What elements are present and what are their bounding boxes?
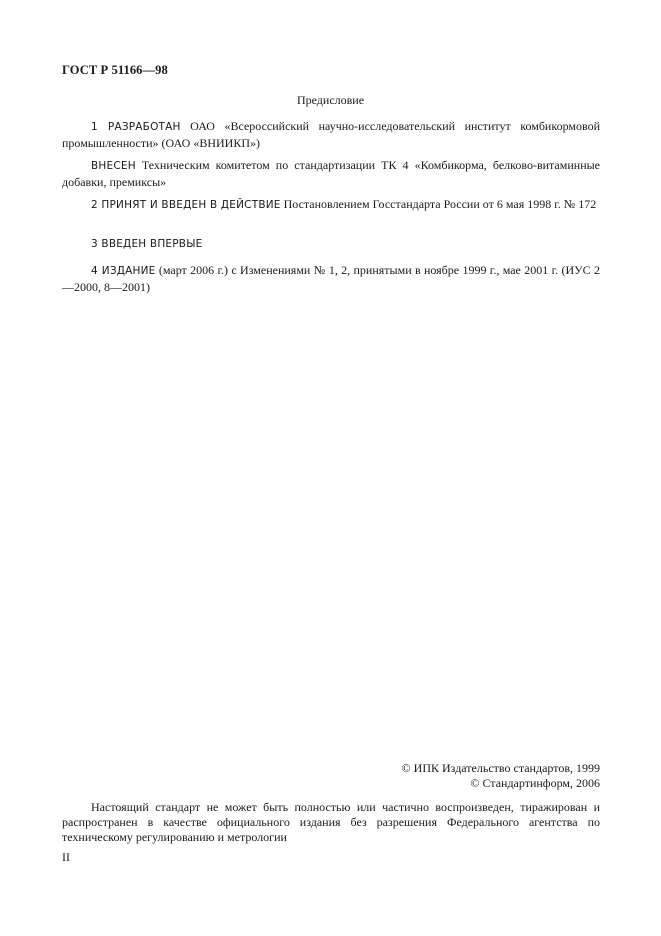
preface-item-edition <box>62 262 600 295</box>
document-id: ГОСТ Р 51166—98 <box>62 63 168 77</box>
preface-item-lead: 2 ПРИНЯТ И ВВЕДЕН В ДЕЙСТВИЕ <box>91 199 281 211</box>
preface-item-text: Постановлением Госстандарта России от 6 мая 1998 г. № 172 <box>280 197 597 211</box>
copyright-line-publisher: © ИПК Издательство стандартов, 1999 <box>401 761 600 775</box>
copyright-line-standartinform: © Стандартинформ, 2006 <box>470 776 600 790</box>
preface-item-first-introduced <box>62 235 600 252</box>
reproduction-notice: Настоящий стандарт не может быть полностью или частично воспроизведен, тиражирован и распространен в качестве официального издания без разрешения Федерального агентства по техническому регулированию и метрологии <box>62 800 600 844</box>
preface-item-lead: ВНЕСЕН <box>91 160 136 172</box>
preface-item-lead: 3 ВВЕДЕН ВПЕРВЫЕ <box>91 238 203 250</box>
page-number: II <box>62 850 70 864</box>
preface-item-adopted <box>62 196 600 213</box>
preface-title: Предисловие <box>296 93 365 107</box>
preface-item-lead: 4 ИЗДАНИЕ <box>91 265 156 277</box>
preface-item-developed <box>62 118 600 151</box>
preface-item-text: (март 2006 г.) с Изменениями № 1, 2, принятыми в ноябре 1999 г., мае 2001 г. (ИУС 2—2000, 8—2001) <box>62 263 600 294</box>
preface-item-introduced <box>62 157 600 190</box>
preface-item-text: Техническим комитетом по стандартизации ТК 4 «Комбикорма, белково-витаминные добавки, премиксы» <box>62 158 600 189</box>
preface-item-lead: 1 РАЗРАБОТАН <box>91 121 181 133</box>
preface-item-text: ОАО «Всероссийский научно-исследовательский институт комбикормовой промышленности» (ОАО «ВНИИКП») <box>62 119 600 150</box>
